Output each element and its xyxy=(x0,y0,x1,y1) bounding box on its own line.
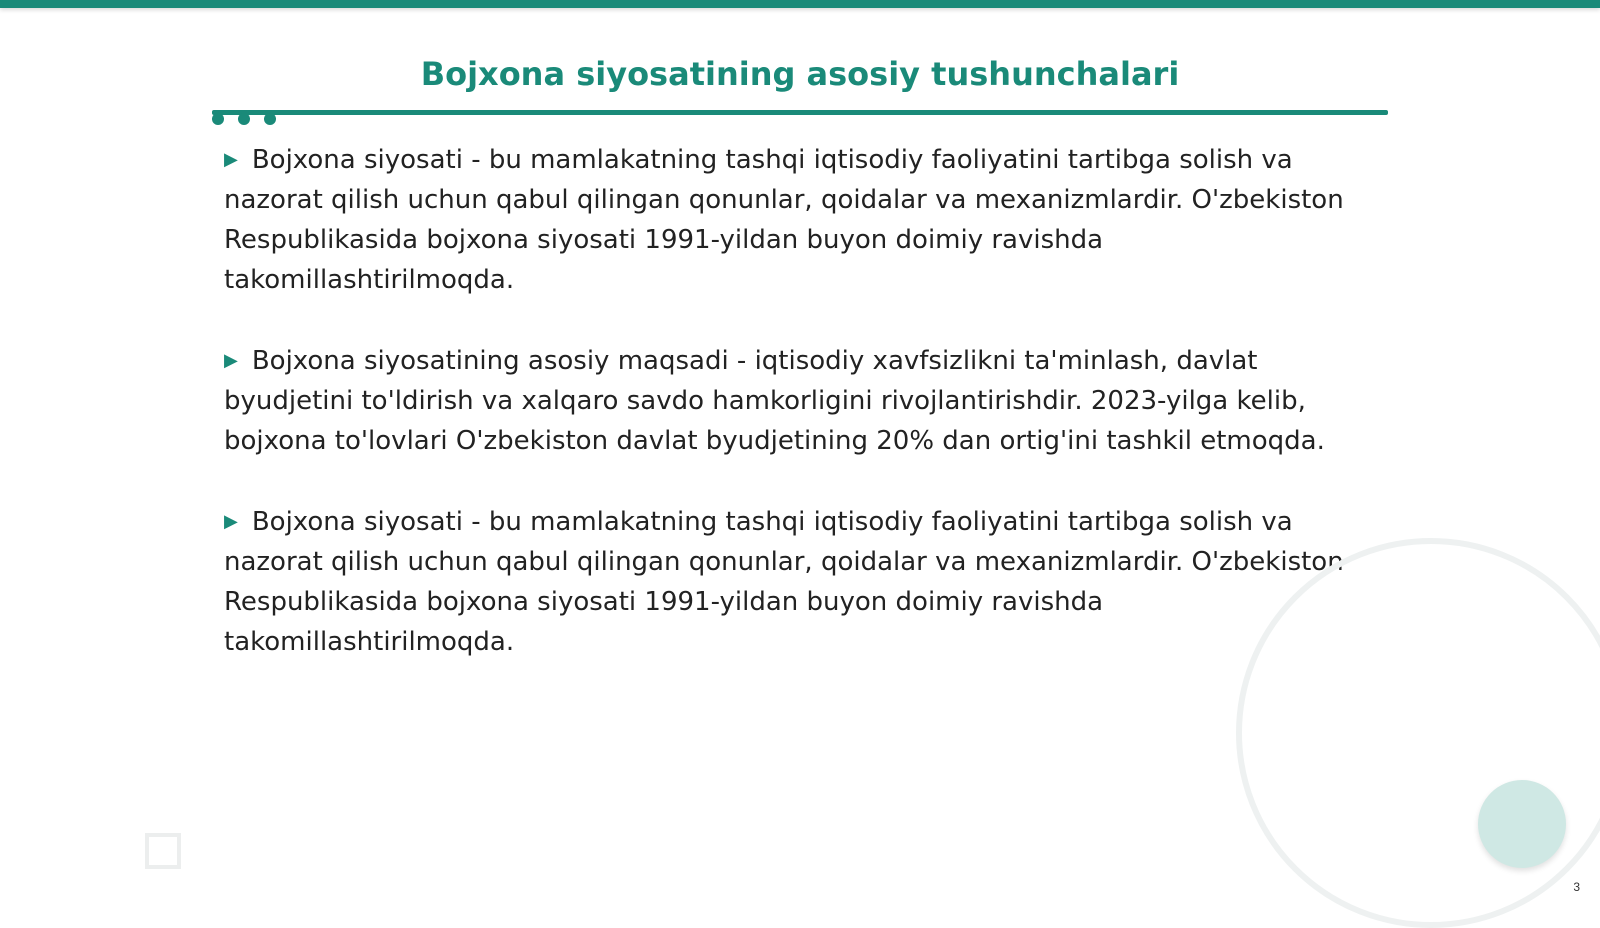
slide-content xyxy=(224,140,1394,703)
underline-dot xyxy=(238,113,250,125)
paragraph-text: Bojxona siyosatining asosiy maqsadi - iqtisodiy xavfsizlikni ta'minlash, davlat byudjetini to'ldirish va xalqaro savdo hamkorligini rivojlantirishdir. 2023-yilga kelib, bojxona to'lovlari O'zbekiston davlat byudjetining 20% dan ortig'ini tashkil etmoqda. xyxy=(224,346,1325,456)
slide-number: 3 xyxy=(1573,880,1580,894)
paragraph-text: Bojxona siyosati - bu mamlakatning tashqi iqtisodiy faoliyatini tartibga solish va nazorat qilish uchun qabul qilingan qonunlar, qoidalar va mexanizmlardir. O'zbekiston Respublikasida bojxona siyosati 1991-yildan buyon doimiy ravishda takomillashtirilmoqda. xyxy=(224,507,1344,657)
decorative-ring xyxy=(1236,538,1600,928)
decorative-square xyxy=(145,833,181,869)
bullet-paragraph xyxy=(224,341,1394,461)
slide-title: Bojxona siyosatining asosiy tushunchalari xyxy=(420,55,1180,93)
triangle-right-icon: ▶ xyxy=(224,149,238,170)
top-accent-bar xyxy=(0,0,1600,8)
triangle-right-icon: ▶ xyxy=(224,511,238,532)
decorative-circle xyxy=(1478,780,1566,868)
bullet-paragraph xyxy=(224,502,1394,662)
underline-dot xyxy=(264,113,276,125)
title-underline xyxy=(212,110,1388,115)
paragraph-text: Bojxona siyosati - bu mamlakatning tashqi iqtisodiy faoliyatini tartibga solish va nazorat qilish uchun qabul qilingan qonunlar, qoidalar va mexanizmlardir. O'zbekiston Respublikasida bojxona siyosati 1991-yildan buyon doimiy ravishda takomillashtirilmoqda. xyxy=(224,145,1344,295)
bullet-paragraph xyxy=(224,140,1394,300)
triangle-right-icon: ▶ xyxy=(224,350,238,371)
underline-dot xyxy=(212,113,224,125)
